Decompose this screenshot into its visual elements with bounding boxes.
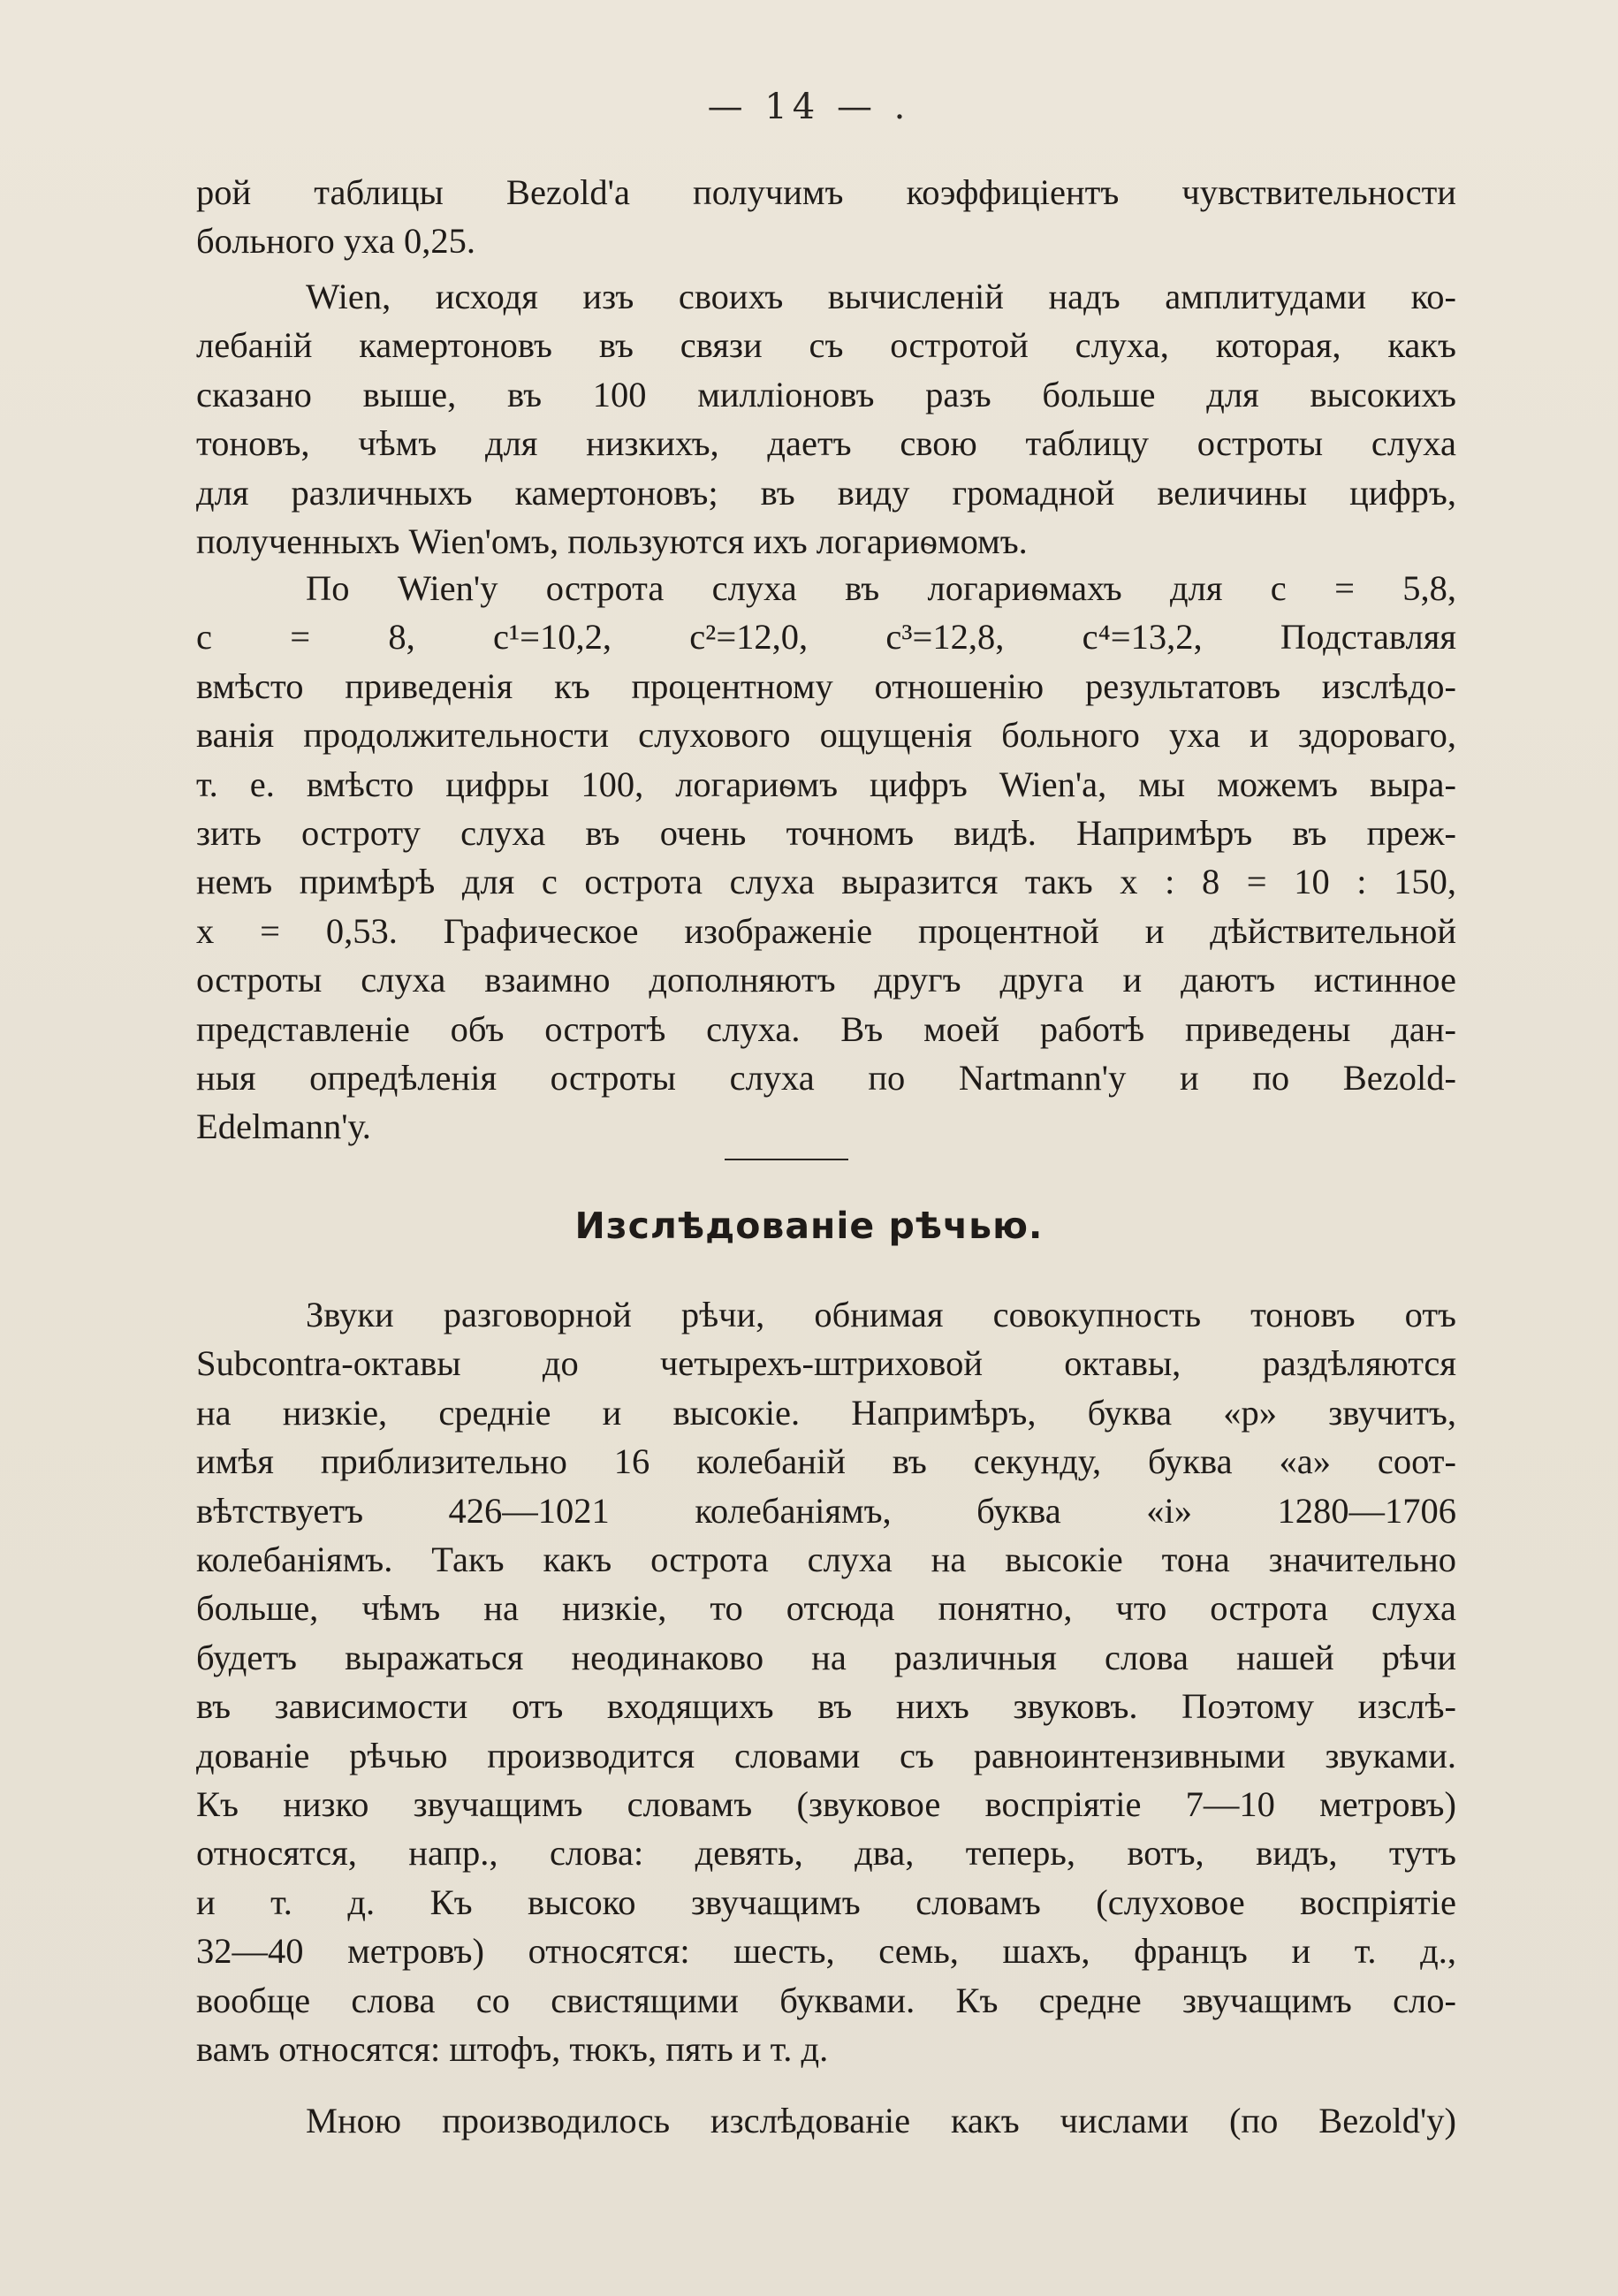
text-line: для различныхъ камертоновъ; въ виду громадной величины цифръ, <box>196 472 1456 513</box>
text-line: По Wien'у острота слуха въ логариѳмахъ для c = 5,8, <box>306 568 1456 608</box>
paragraph-last <box>196 2096 1456 2145</box>
text-line: вмѣсто приведенія къ процентному отношенію результатовъ изслѣдо- <box>196 665 1456 706</box>
paragraph-speech <box>196 1290 1456 2074</box>
page-number: — 14 — . <box>707 87 911 127</box>
text-line: т. е. вмѣсто цифры 100, логариѳмъ цифръ Wien'а, мы можемъ выра- <box>196 764 1456 804</box>
text-line: вѣтствуетъ 426—1021 колебаніямъ, буква «і» 1280—1706 <box>196 1490 1456 1531</box>
text-line: вообще слова со свистящими буквами. Къ средне звучащимъ сло- <box>196 1980 1456 2020</box>
text-line: тоновъ, чѣмъ для низкихъ, даетъ свою таблицу остроты слуха <box>196 423 1456 464</box>
text-line: колебаніямъ. Такъ какъ острота слуха на высокіе тона значительно <box>196 1540 1456 1580</box>
text-line: сказано выше, въ 100 милліоновъ разъ больше для высокихъ <box>196 374 1456 414</box>
text-line: Subcontra-октавы до четырехъ-штриховой октавы, раздѣляются <box>196 1343 1456 1384</box>
text-line: остроты слуха взаимно дополняютъ другъ друга и даютъ истинное <box>196 960 1456 1000</box>
paragraph-wien <box>196 272 1456 566</box>
paragraph-logarithm <box>196 564 1456 1152</box>
text-line: c = 8, c¹=10,2, c²=12,0, c³=12,8, c⁴=13,2, Подставляя <box>196 617 1456 658</box>
text-line: зить остроту слуха въ очень точномъ видѣ. Напримѣръ въ преж- <box>196 813 1456 854</box>
text-line: Къ низко звучащимъ словамъ (звуковое воспріятіе 7—10 метровъ) <box>196 1784 1456 1825</box>
text-line: на низкіе, средніе и высокіе. Напримѣръ, буква «р» звучитъ, <box>196 1392 1456 1433</box>
text-line: 32—40 метровъ) относятся: шесть, семь, шахъ, францъ и т. д., <box>196 1931 1456 1972</box>
paragraph-continued <box>196 168 1456 266</box>
text-line: имѣя приблизительно 16 колебаній въ секунду, буква «а» соот- <box>196 1441 1456 1482</box>
text-line: ныя опредѣленія остроты слуха по Nartmann'у и по Bezold- <box>196 1058 1456 1099</box>
text-line: относятся, напр., слова: девять, два, теперь, вотъ, видъ, тутъ <box>196 1833 1456 1874</box>
text-line: въ зависимости отъ входящихъ въ нихъ звуковъ. Поэтому изслѣ- <box>196 1686 1456 1727</box>
text-line: больного уха 0,25. <box>196 221 475 262</box>
text-line: полученныхъ Wien'омъ, пользуются ихъ логариѳмомъ. <box>196 521 1028 562</box>
text-line: ванія продолжительности слухового ощущенія больного уха и здороваго, <box>196 715 1456 756</box>
text-line: рой таблицы Bezold'а получимъ коэффиціентъ чувствительности <box>196 172 1456 212</box>
section-heading: Изслѣдованіе рѣчью. <box>574 1205 1044 1247</box>
text-line: Edelmann'у. <box>196 1106 371 1147</box>
text-line: Звуки разговорной рѣчи, обнимая совокупность тоновъ отъ <box>306 1295 1456 1334</box>
text-line: Wien, исходя изъ своихъ вычисленій надъ амплитудами ко- <box>306 277 1456 316</box>
text-line: лебаній камертоновъ въ связи съ остротой слуха, которая, какъ <box>196 325 1456 366</box>
text-line: больше, чѣмъ на низкіе, то отсюда понятно, что острота слуха <box>196 1588 1456 1629</box>
text-line: будетъ выражаться неодинаково на различныя слова нашей рѣчи <box>196 1637 1456 1677</box>
text-line: дованіе рѣчью производится словами съ равноинтензивными звуками. <box>196 1735 1456 1775</box>
text-line: представленіе объ остротѣ слуха. Въ моей работѣ приведены дан- <box>196 1008 1456 1049</box>
text-line: Мною производилось изслѣдованіе какъ числами (по Bezold'у) <box>306 2101 1456 2140</box>
section-divider <box>725 1159 848 1160</box>
text-line: вамъ относятся: штофъ, тюкъ, пять и т. д. <box>196 2029 829 2070</box>
text-line: немъ примѣрѣ для c острота слуха выразится такъ x : 8 = 10 : 150, <box>196 862 1456 902</box>
text-line: и т. д. Къ высоко звучащимъ словамъ (слуховое воспріятіе <box>196 1882 1456 1922</box>
text-line: x = 0,53. Графическое изображеніе процентной и дѣйствительной <box>196 910 1456 951</box>
